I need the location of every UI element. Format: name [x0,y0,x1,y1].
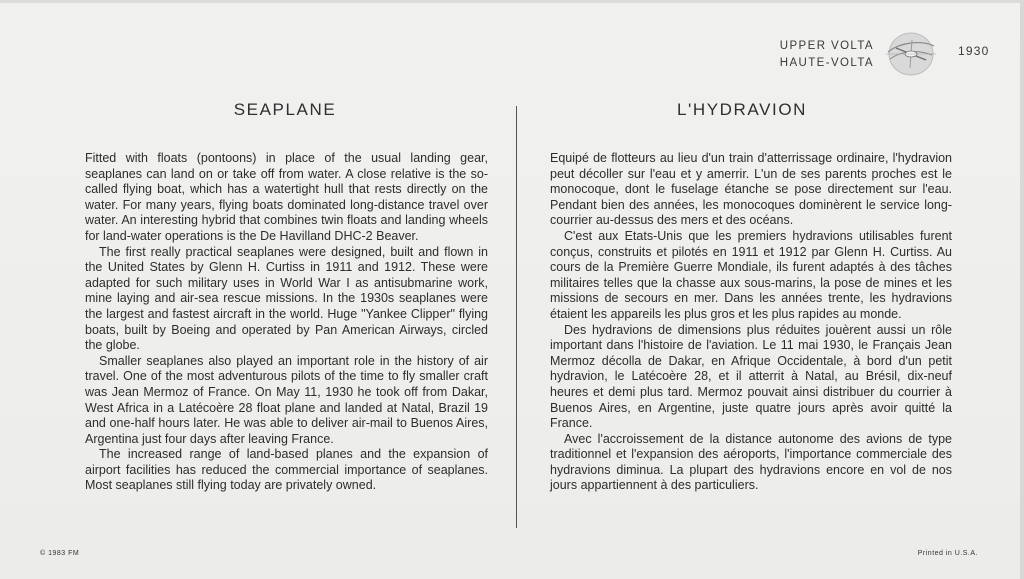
country-name-french: HAUTE-VOLTA [779,57,874,69]
french-paragraph: Des hydravions de dimensions plus réduites jouèrent aussi un rôle important dans l'histoire de l'aviation. Le 11 mai 1930, le Français Jean Mermoz décolla de Dakar, en Afrique Occidentale, à bord d'un petit hydravion, le Latécoère 28, et il atterrit à Natal, au Brésil, dix-neuf heures et demi plus tard. Mermoz pouvait ainsi distribuer du courrier à Buenos Aires, en Argentine, juste quatre jours après avoir quitté la France. [550,322,952,431]
english-paragraph: The increased range of land-based planes and the expansion of airport facilities has reduced the commercial importance of seaplanes. Most seaplanes still flying today are privately owned. [85,447,488,493]
column-divider [516,106,517,528]
card-edge-top [0,0,1024,3]
french-paragraph: Avec l'accroissement de la distance autonome des avions de type traditionnel et l'expansion des aéroports, l'importance commerciale des hydravions diminua. La plupart des hydravions encore en vol de nos jours appartiennent à des particuliers. [550,431,952,493]
airplane-propeller-icon [882,28,940,78]
english-title: SEAPLANE [233,100,337,119]
english-paragraph: Smaller seaplanes also played an important role in the history of air travel. One of the most adventurous pilots of the time to fly smaller craft was Jean Mermoz of France. On May 11, 1930 he took off from Dakar, West Africa in a Latécoère 28 float plane and landed at Natal, Brazil 19 and one-half hours later. He was able to deliver air-mail to Buenos Aires, Argentina just four days after leaving France. [85,353,488,446]
issue-year: 1930 [958,44,990,58]
french-title: L'HYDRAVION [676,100,808,119]
country-name-english: UPPER VOLTA [779,40,874,52]
card-edge-right [1020,0,1024,579]
french-paragraph: Equipé de flotteurs au lieu d'un train d'atterrissage ordinaire, l'hydravion peut décoller sur l'eau et y amerrir. L'un de ses parents proches est le monocoque, dont le fuselage étanche se pose directement sur l'eau. Pendant bien des années, les monocoques dominèrent le service long-courrier au-dessus des mers et des océans. [550,151,952,228]
english-text-column [85,151,488,494]
english-paragraph: Fitted with floats (pontoons) in place of the usual landing gear, seaplanes can land on or take off from water. A close relative is the so-called flying boat, which has a watertight hull that rests directly on the water. For many years, flying boats dominated long-distance travel over water. An interesting hybrid that combines twin floats and landing wheels for land-water operations is the De Havilland DHC-2 Beaver. [85,151,488,243]
english-paragraph: The first really practical seaplanes were designed, built and flown in the United States by Glenn H. Curtiss in 1911 and 1912. These were adapted for such military uses in World War I as antisubmarine work, mine laying and air-sea rescue missions. In the 1930s seaplanes were the largest and fastest aircraft in the world. Huge "Yankee Clipper" flying boats, built by Boeing and operated by Pan American Airways, circled the globe. [85,244,488,353]
printed-in-notice: Printed in U.S.A. [917,550,978,557]
country-name [780,38,874,72]
french-paragraph: C'est aux Etats-Unis que les premiers hydravions utilisables furent conçus, construits et pilotés en 1911 et 1912 par Glenn H. Curtiss. Au cours de la Première Guerre Mondiale, ils furent adaptés à des tâches militaires telles que la chasse aux sous-marins, la pose de mines et les missions de secours en mer. Dans les années trente, les hydravions étaient les appareils les plus gros et les plus rapides au monde. [550,228,952,321]
french-text-column [550,151,952,494]
copyright-notice: © 1983 FM [40,550,80,557]
